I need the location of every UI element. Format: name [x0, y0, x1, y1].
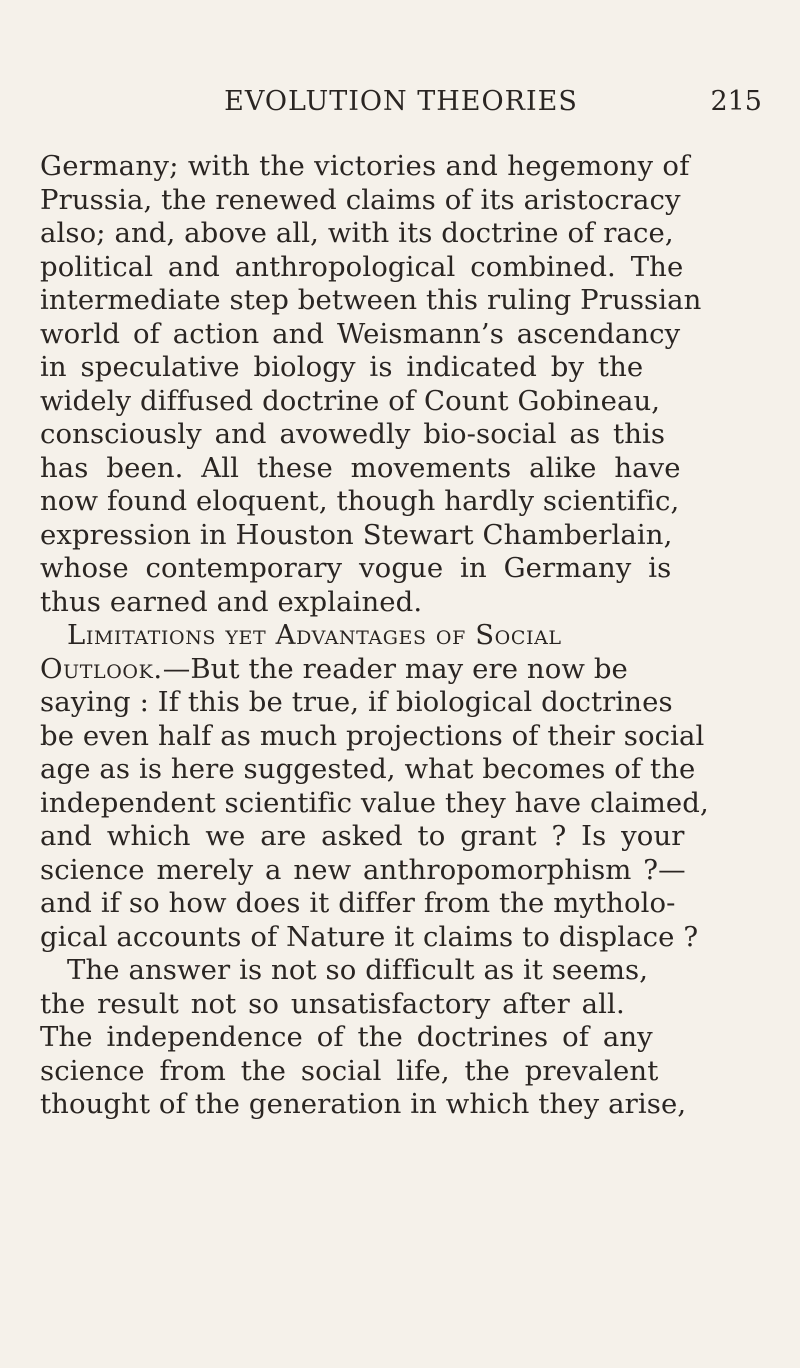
- section-heading-line: Limitations yet Advantages of Social: [67, 619, 562, 651]
- text-line: saying : If this be true, if biological doctrines: [40, 686, 673, 718]
- text-line: and which we are asked to grant ? Is your: [40, 820, 685, 852]
- text-line: age as is here suggested, what becomes of the: [40, 753, 696, 785]
- text-line: expression in Houston Stewart Chamberlain,: [40, 518, 673, 551]
- text-line: be even half as much projections of their social: [40, 719, 705, 752]
- text-line: and if so how does it differ from the mytholo-: [40, 887, 676, 919]
- page-number: 215: [710, 86, 762, 117]
- running-head: [40, 86, 762, 126]
- text-run: —But the reader may ere now be: [162, 652, 628, 685]
- text-line: widely diffused doctrine of Count Gobineau,: [40, 384, 661, 417]
- running-title: EVOLUTION THEORIES: [224, 86, 578, 117]
- text-line: also; and, above all, with its doctrine of race,: [40, 217, 674, 249]
- text-line: Germany; with the victories and hegemony of: [40, 150, 690, 182]
- text-line: the result not so unsatisfactory after all.: [40, 987, 625, 1020]
- body-text: [40, 150, 762, 1122]
- text-line: independent scientific value they have claimed,: [40, 786, 709, 819]
- text-line-with-heading: [40, 653, 762, 687]
- text-line: now found eloquent, though hardly scientific,: [40, 485, 680, 517]
- section-heading-end: Outlook.: [40, 652, 163, 685]
- text-line: has been. All these movements alike have: [40, 451, 681, 484]
- text-line: The independence of the doctrines of any: [40, 1021, 653, 1053]
- text-line: in speculative biology is indicated by the: [40, 351, 644, 383]
- text-line: gical accounts of Nature it claims to displace ?: [40, 920, 699, 953]
- text-line: thought of the generation in which they arise,: [40, 1088, 687, 1120]
- text-line: political and anthropological combined. The: [40, 250, 684, 283]
- text-line: whose contemporary vogue in Germany is: [40, 552, 672, 584]
- text-line: The answer is not so difficult as it seems,: [67, 954, 649, 986]
- text-line: science merely a new anthropomorphism ?—: [40, 853, 686, 886]
- text-line: world of action and Weismann’s ascendancy: [40, 317, 681, 350]
- text-line: thus earned and explained.: [40, 585, 423, 618]
- text-line: Prussia, the renewed claims of its aristocracy: [40, 183, 681, 216]
- text-line: intermediate step between this ruling Prussian: [40, 284, 702, 316]
- text-line: science from the social life, the prevalent: [40, 1054, 659, 1087]
- text-line: consciously and avowedly bio-social as this: [40, 418, 666, 450]
